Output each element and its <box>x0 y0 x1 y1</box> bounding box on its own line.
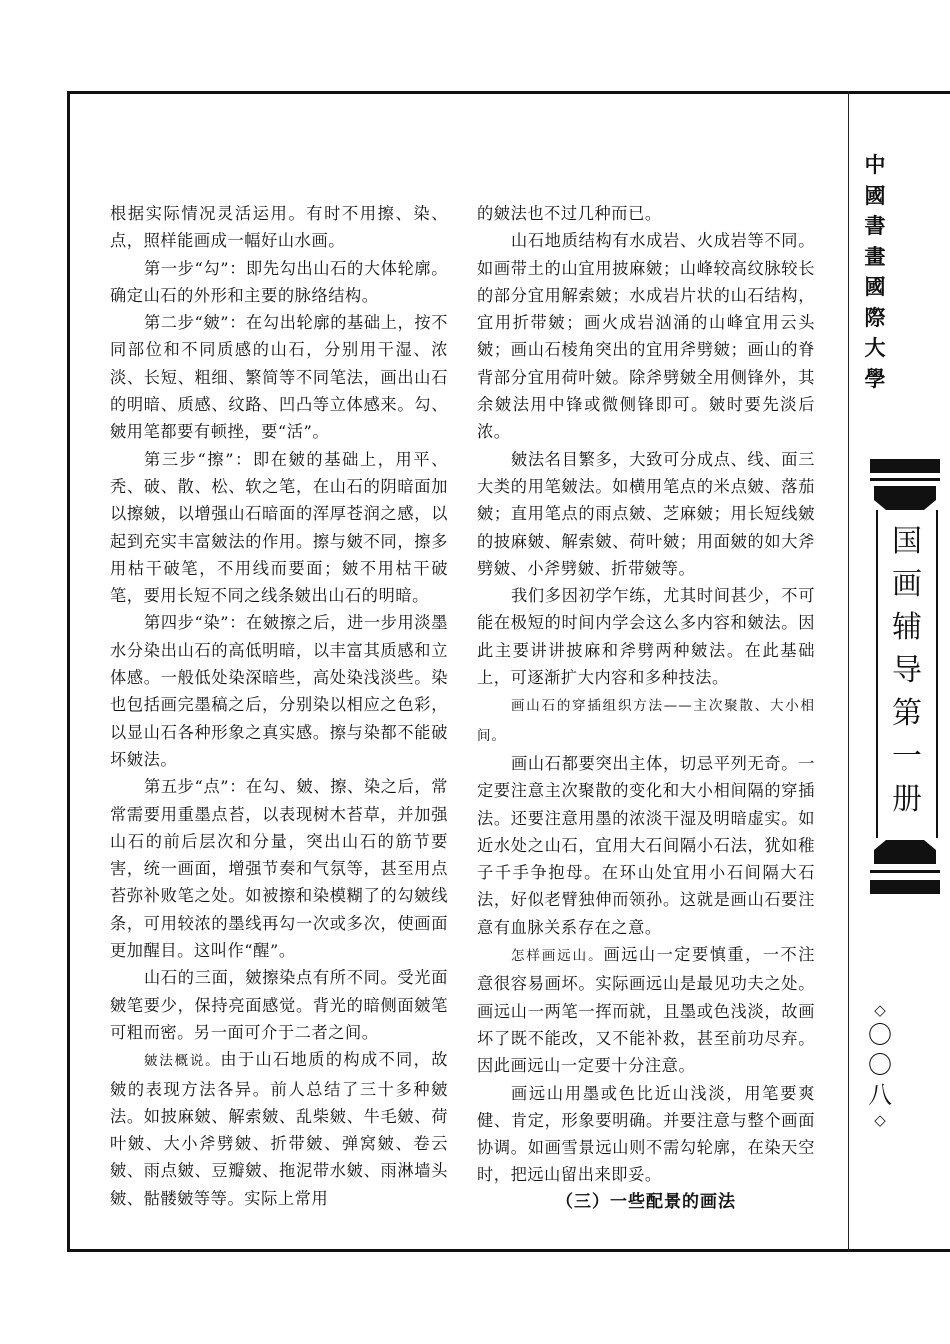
paragraph: 山石的三面，皴擦染点有所不同。受光面皴笔要少，保持亮面感觉。背光的暗侧面皴笔可粗而密。另一面可介于二者之间。 <box>110 968 448 1042</box>
left-text-column <box>110 200 448 1212</box>
paragraph <box>477 941 815 1079</box>
paragraph: 我们多因初学乍练，尤其时间甚少，不可能在极短的时间内学会这么多内容和皴法。因此主要讲讲披麻和斧劈两种皴法。在此基础上，可逐渐扩大内容和多种技法。 <box>477 586 815 688</box>
page-number-vertical <box>861 1000 899 1130</box>
paragraph: 根据实际情况灵活运用。有时不用擦、染、点，照样能画成一幅好山水画。 <box>110 204 448 251</box>
book-title-char: 第 <box>892 696 922 731</box>
paragraph: 第二步“皴”：在勾出轮廓的基础上，按不同部位和不同质感的山石，分别用干湿、浓淡、长短、粗细、繁简等不同笔法，画出山石的明暗、质感、纹路、凹凸等立体感来。勾、皴用笔都要有顿挫，要“活”。 <box>110 313 448 442</box>
paragraph: 皴法名目繁多，大致可分成点、线、面三大类的用笔皴法。如横用笔点的米点皴、落茄皴；直用笔点的雨点皴、芝麻皴；用长短线皴的披麻皴、解索皴、荷叶皴；用面皴的如大斧劈皴、小斧劈皴、折带皴等。 <box>477 449 815 578</box>
section-heading: （三）一些配景的画法 <box>556 1191 736 1212</box>
paragraph: 山石地质结构有水成岩、火成岩等不同。如画带土的山宜用披麻皴；山峰较高纹脉较长的部分宜用解索皴；水成岩片状的山石结构，宜用折带皴；画火成岩汹涌的山峰宜用云头皴；画山石棱角突出的宜用斧劈皴；画山的脊背部分宜用荷叶皴。除斧劈皴全用侧锋外，其余皴法用中锋或微侧锋即可。皴时要先淡后浓。 <box>477 231 815 442</box>
series-char: 中 <box>864 152 886 177</box>
paragraph: 第三步“擦”：即在皴的基础上，用平、秃、破、散、松、软之笔，在山石的阴暗面加以擦皴，以增强山石暗面的浑厚苍润之感，以起到充实丰富皴法的作用。擦与皴不同，擦多用枯干破笔，不用线而要面；皴不用枯干破笔，要用长短不同之线条皴出山石的明暗。 <box>110 449 448 606</box>
paragraph: 第一步“勾”：即先勾出山石的大体轮廓。确定山石的外形和主要的脉络结构。 <box>110 258 448 305</box>
page-number-char: 〇 <box>868 1051 892 1079</box>
paragraph: 第五步“点”：在勾、皴、擦、染之后，常常需要用重墨点苔，以表现树木苔草，并加强山石的前后层次和分量，突出山石的筋节要害，统一画面，增强节奏和气氛等，甚至用点苔弥补败笔之处。如被擦和染模糊了的勾皴线条，可用较浓的墨线再勾一次或多次，使画面更加醒目。这叫作“醒”。 <box>110 777 448 961</box>
ornament-bar-top <box>870 459 940 473</box>
page-number-char: 八 <box>868 1081 892 1109</box>
series-char: 書 <box>864 213 886 238</box>
series-char: 際 <box>864 304 886 330</box>
series-title-vertical <box>860 150 890 394</box>
book-title-char: 册 <box>892 782 922 817</box>
ornament-bar-bottom <box>870 880 940 894</box>
paragraph: 的皴法也不过几种而已。 <box>477 204 662 223</box>
diamond-icon: ◇ <box>874 1001 886 1019</box>
series-char: 畫 <box>864 243 886 269</box>
paragraph-lead: 皴法概说。 <box>144 1053 221 1070</box>
series-char: 國 <box>864 274 886 299</box>
ornament-rule-bottom <box>870 870 940 873</box>
sidebar-divider <box>848 91 849 1252</box>
paragraph: 第四步“染”：在皴擦之后，进一步用淡墨水分染出山石的高低明暗，以丰富其质感和立体感。一般低处染深暗些，高处染浅淡些。染也包括画完墨稿之后，分别染以相应之色彩，以显山石各种形象之真实感。擦与染都不能破坏皴法。 <box>110 613 448 769</box>
book-title-char: 辅 <box>892 610 922 645</box>
book-title-char: 一 <box>892 739 922 774</box>
paragraph-body: 画远山一定要慎重，一不注意很容易画坏。实际画远山是最见功夫之处。画远山一两笔一挥而就，且墨或色浅淡，故画坏了既不能改，又不能补救，甚至前功尽弃。因此画远山一定要十分注意。 <box>477 945 815 1076</box>
right-text-column <box>477 200 815 1216</box>
ornament-tab-bottom <box>874 840 936 864</box>
paragraph-body: 由于山石地质的构成不同，故皴的表现方法各异。前人总结了三十多种皴法。如披麻皴、解索皴、乱柴皴、牛毛皴、荷叶皴、大小斧劈皴、折带皴、弹窝皴、卷云皴、雨点皴、豆瓣皴、拖泥带水皴、雨淋墙头皴、骷髅皴等等。实际上常用 <box>110 1050 449 1208</box>
paragraph <box>110 1046 448 1212</box>
diamond-icon: ◇ <box>874 1111 886 1129</box>
book-title-char: 导 <box>892 653 922 688</box>
book-title-char: 国 <box>892 524 922 559</box>
page-number-char: 〇 <box>868 1021 892 1049</box>
paragraph: 画山石都要突出主体，切忌平列无奇。一定要注意主次聚散的变化和大小相间隔的穿插法。还要注意用墨的浓淡干湿及明暗虚实。如近水处之山石，宜用大石间隔小石法，犹如稚子千手争抱母。在环山处宜用小石间隔大石法，好似老臂独伸而领孙。这就是画山石要注意有血脉关系存在之意。 <box>477 753 815 937</box>
paragraph: 画远山用墨或色比近山浅淡，用笔要爽健、肯定，形象要明确。并要注意与整个画面协调。如画雪景远山则不需勾轮廓，在染天空时，把远山留出来即妥。 <box>477 1083 815 1185</box>
series-char: 大 <box>864 335 886 360</box>
series-char: 學 <box>864 365 886 391</box>
ornament-tab-top <box>874 486 936 510</box>
paragraph-lead: 画山石的穿插组织方法——主次聚散、大小相间。 <box>477 698 815 744</box>
book-title-char: 画 <box>892 567 922 602</box>
book-title-vertical <box>878 520 936 821</box>
paragraph-lead: 怎样画远山。 <box>511 948 604 965</box>
series-char: 國 <box>864 182 886 208</box>
paragraph <box>477 691 815 750</box>
ornament-rule-top <box>870 478 940 481</box>
